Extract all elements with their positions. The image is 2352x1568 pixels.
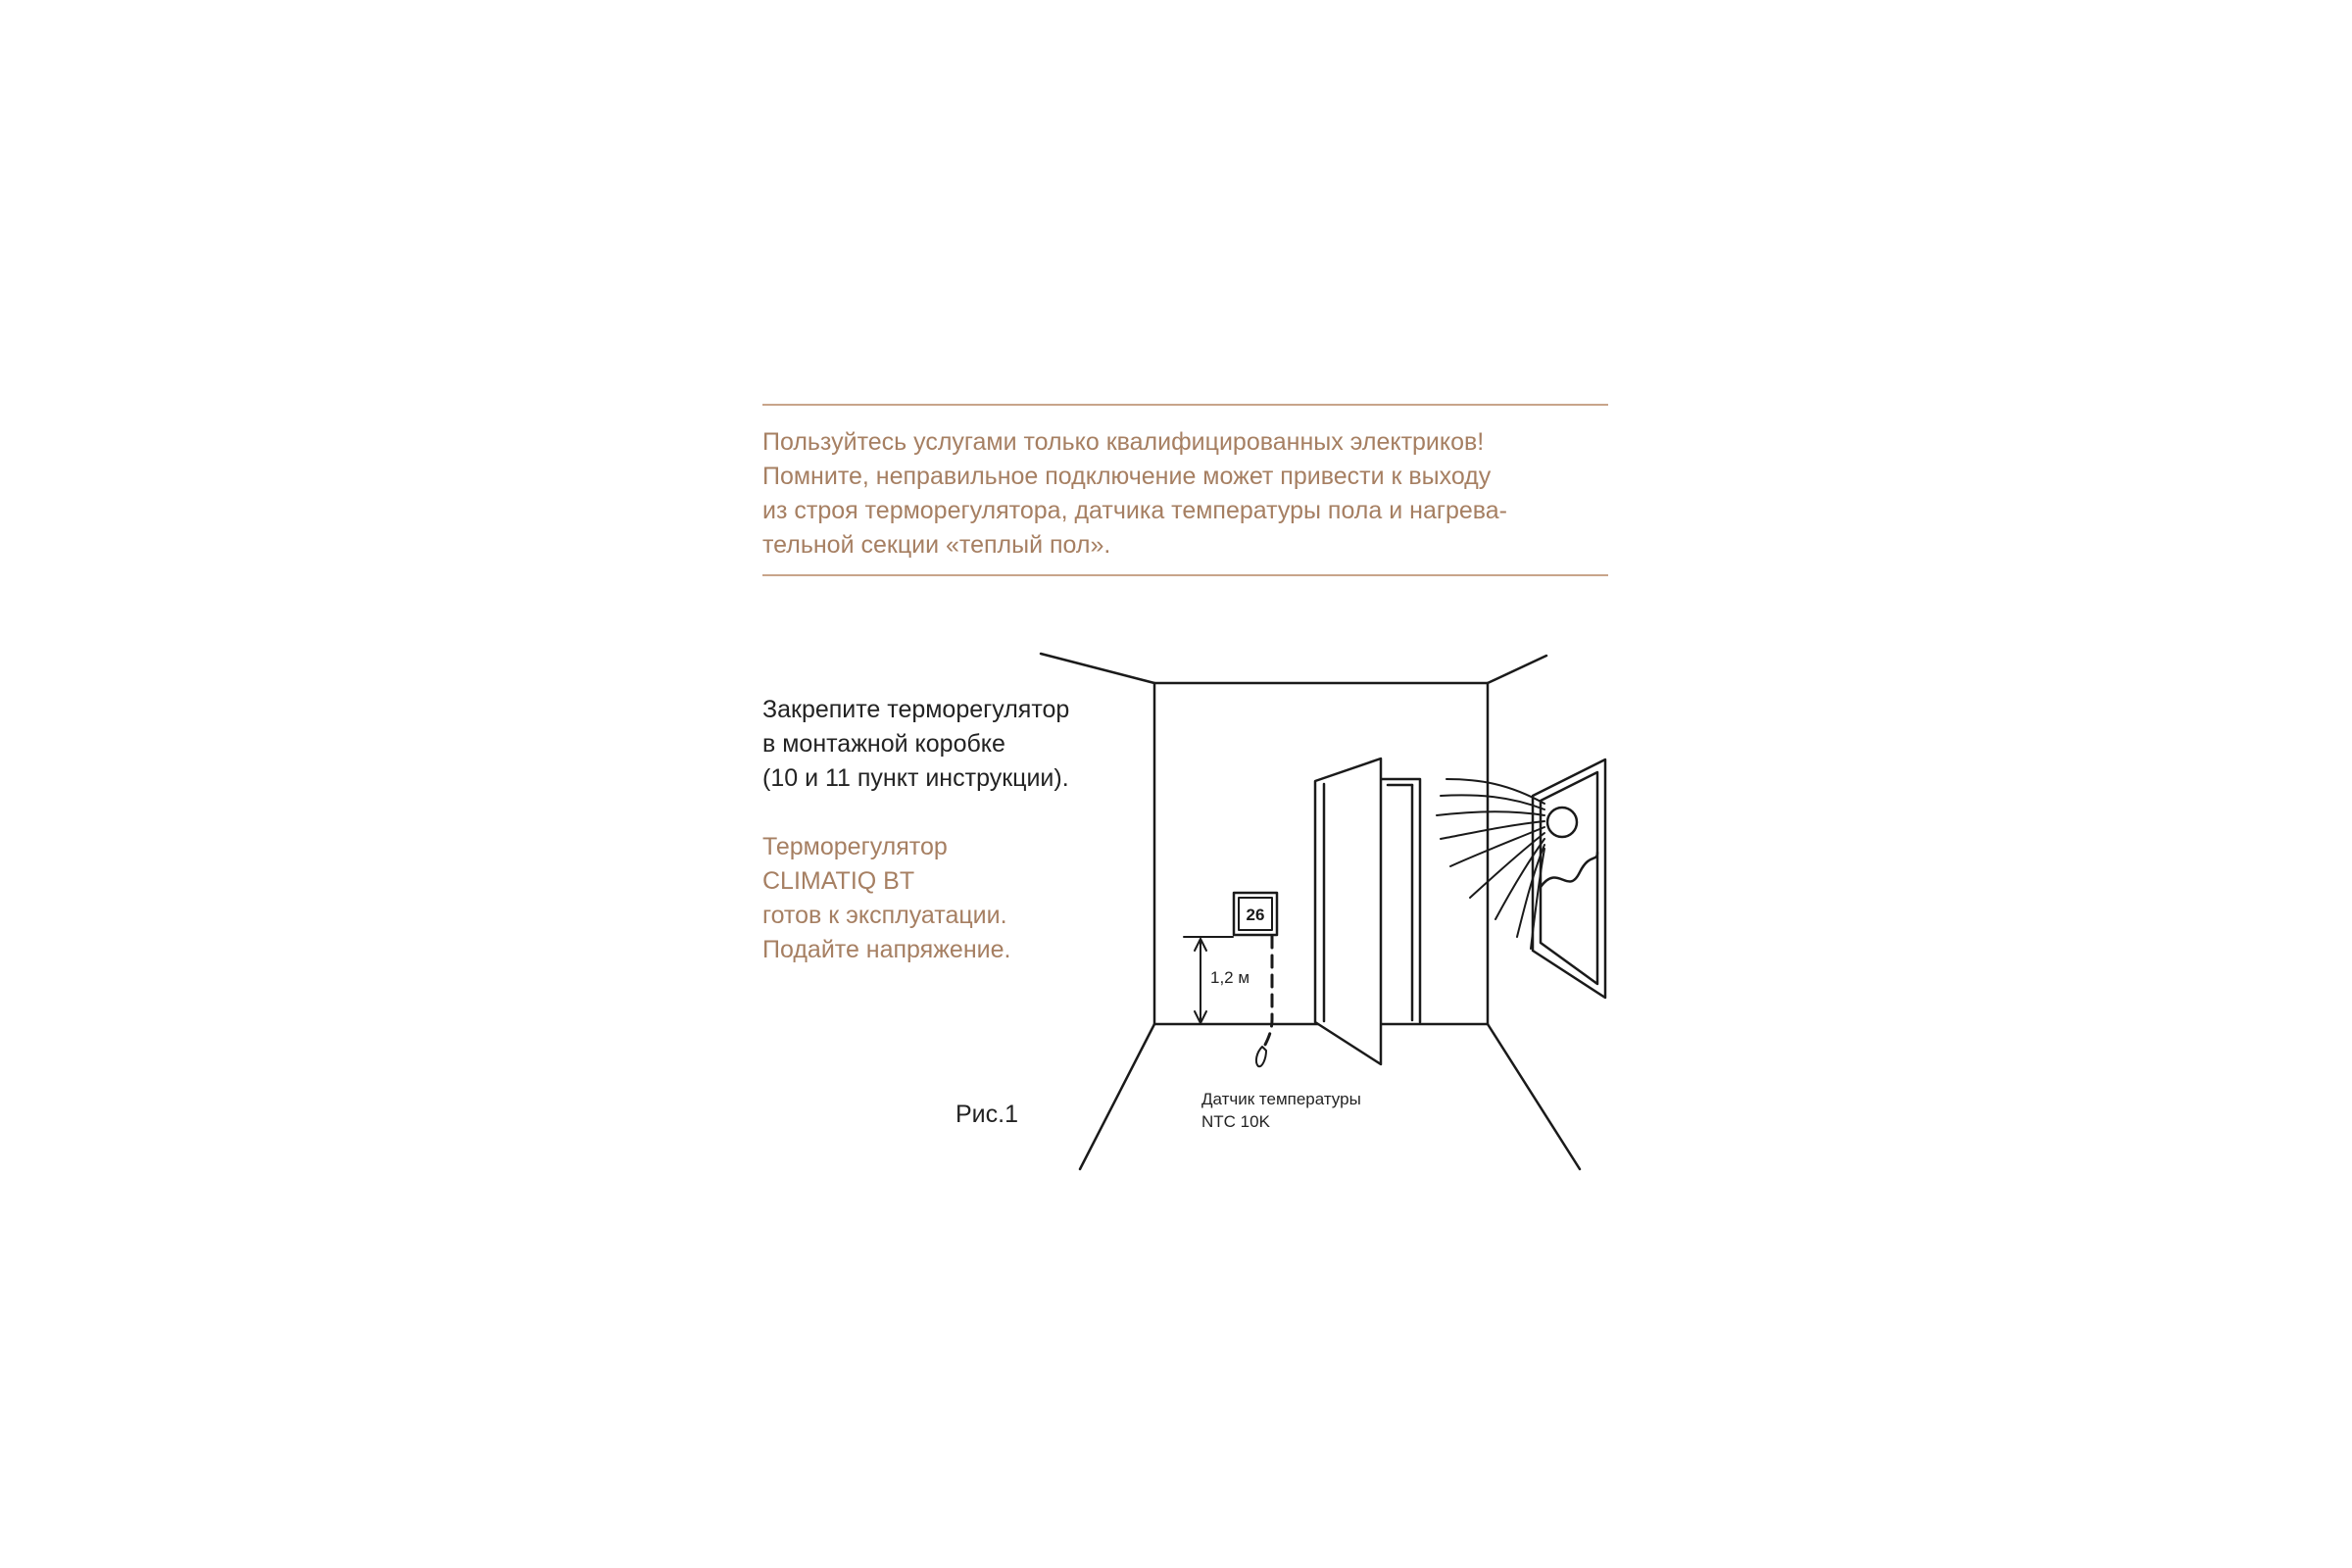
picture-sun-icon bbox=[1547, 808, 1577, 837]
light-rays bbox=[1437, 779, 1544, 949]
door-frame bbox=[1380, 779, 1420, 1024]
sensor-label-line: Датчик температуры bbox=[1201, 1090, 1361, 1108]
ceiling-line-right bbox=[1488, 656, 1546, 683]
instruction-line: в монтажной коробке bbox=[762, 730, 1005, 758]
status-line: Подайте напряжение. bbox=[762, 936, 1011, 963]
status-line: готов к эксплуатации. bbox=[762, 902, 1007, 929]
sensor-label bbox=[1201, 1088, 1361, 1133]
sensor-probe bbox=[1256, 1047, 1266, 1066]
picture-horizon bbox=[1541, 853, 1597, 887]
floor-line-right bbox=[1488, 1024, 1580, 1169]
instruction-line: (10 и 11 пункт инструкции). bbox=[762, 764, 1069, 792]
warning-line: Помните, неправильное подключение может привести к выходу bbox=[762, 463, 1492, 490]
warning-line: из строя терморегулятора, датчика температуры пола и нагрева- bbox=[762, 497, 1508, 524]
warning-line: Пользуйтесь услугами только квалифицированных электриков! bbox=[762, 428, 1485, 456]
warning-line: тельной секции «теплый пол». bbox=[762, 531, 1111, 559]
sensor-label-line: NTC 10K bbox=[1201, 1112, 1270, 1131]
sensor-cable bbox=[1264, 936, 1272, 1047]
thermostat-readout: 26 bbox=[1246, 906, 1265, 924]
status-line: Терморегулятор bbox=[762, 833, 948, 860]
floor-line-left bbox=[1080, 1024, 1154, 1169]
status-line: CLIMATIQ BT bbox=[762, 867, 915, 895]
mounting-height-label: 1,2 м bbox=[1210, 968, 1250, 987]
figure-caption: Рис.1 bbox=[956, 1101, 1018, 1128]
instruction-line: Закрепите терморегулятор bbox=[762, 696, 1070, 723]
ceiling-line-left bbox=[1041, 654, 1154, 683]
